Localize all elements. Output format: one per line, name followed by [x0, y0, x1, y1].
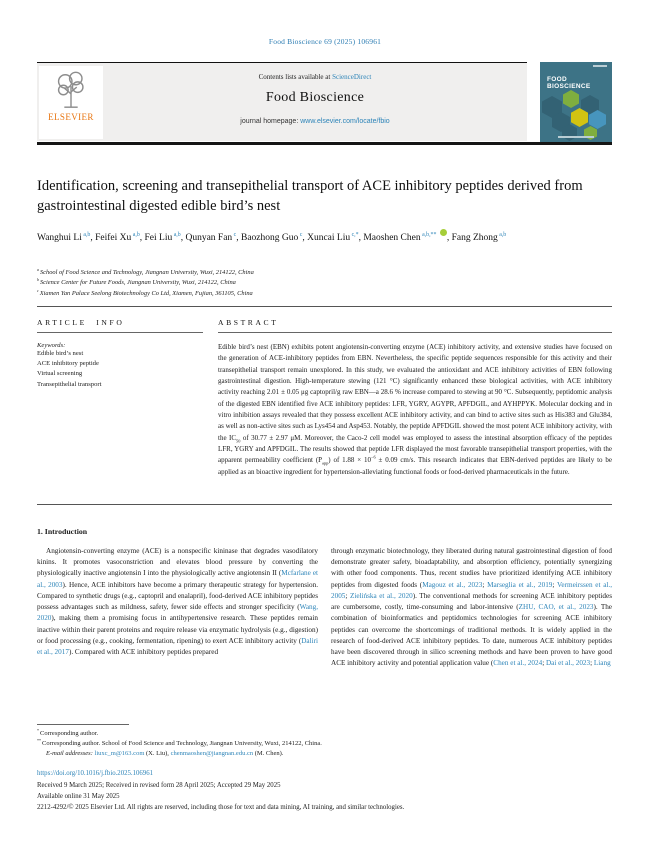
text-segment: ** — [37, 737, 43, 743]
text-segment: ± 0.09 cm/s. This research indicates that EBN-derived peptides are likely to be applied as an bioactive ingredient for hypertension-alleviating functional foods or food-derived pharmaceuticals in the future. — [218, 456, 612, 476]
text-link[interactable]: Liang — [593, 659, 611, 668]
header-rule — [37, 332, 203, 333]
footnote-divider — [37, 724, 129, 725]
text-segment: 50 — [236, 438, 241, 444]
header-rule — [218, 332, 612, 333]
text-segment: , Qunyan Fan — [180, 233, 233, 244]
author-list — [37, 229, 592, 247]
text-segment: a — [37, 266, 40, 272]
intro-paragraph — [331, 546, 612, 670]
elsevier-tree-icon — [39, 69, 103, 111]
received-dates: Received 9 March 2025; Received in revised form 28 April 2025; Accepted 29 May 2025 — [37, 782, 281, 789]
text-link[interactable]: ScienceDirect — [332, 73, 372, 81]
text-segment: c — [37, 287, 40, 293]
keyword: Edible bird’s nest — [37, 350, 84, 357]
text-segment: , Maoshen Chen — [358, 233, 421, 244]
journal-citation-header: Food Bioscience 69 (2025) 106961 — [268, 37, 382, 46]
text-segment: Corresponding author. School of Food Science and Technology, Jiangnan University, Wuxi, 214122, China. — [42, 740, 322, 748]
keyword: Virtual screening — [37, 370, 83, 378]
cover-decoration — [593, 65, 607, 67]
text-link[interactable]: Mcfarlane et al., 2003 — [37, 569, 319, 589]
text-link[interactable]: a,b — [497, 232, 507, 238]
text-link[interactable]: c — [232, 232, 237, 238]
text-link[interactable]: c,* — [350, 232, 359, 238]
text-link[interactable]: a,b — [172, 232, 181, 238]
text-segment: , Baozhong Guo — [236, 233, 299, 244]
corresponding-author-note — [37, 729, 612, 739]
text-link[interactable]: chenmaoshen@jiangnan.edu.cn — [170, 750, 254, 758]
affiliation-b — [37, 278, 597, 288]
elsevier-logo[interactable] — [39, 66, 103, 139]
text-segment: , Feifei Xu — [90, 233, 132, 244]
abstract-header: ABSTRACT — [218, 318, 279, 327]
text-segment: Angiotensin-converting enzyme (ACE) is a nonspecific kininase that degrades vasodilatory kinins. It promotes vasoconstriction and elevates blood pressure by converting the physiologically inactive angiotensin I into the physiologically active angiotensin II ( — [37, 547, 318, 578]
text-segment: ) of 1.88 × 10 — [328, 456, 372, 465]
text-segment: ). The combination of bioinformatics and peptidomics technologies for screening ACE inhibitory peptides can overcome the shortcomings of traditional methods. It is widely applied in the research of food-derived ACE inhibitory peptides. To date, numerous ACE inhibitory peptides have been discovered through in silico screening methods and have been proven to have good ACE inhibitory activity and potential application value ( — [331, 603, 612, 668]
text-segment: Edible bird’s nest (EBN) exhibits potent angiotensin-converting enzyme (ACE) inhibitory activity, and extensive studies have focused on the generation of ACE-inhibitory peptides from EBN. Nevertheless, the specific peptide sequences responsible for this activity and their transepithelial transport remain unexplored. In this study, we evaluated the antioxidant and ACE inhibitory activities of EBN following gastrointestinal digestion. High-temperature stewing (121 °C) significantly enhanced these biological activities, with ACE inhibitory activity reaching 2.01 ± 0.05 μg captopril/g raw EBN—a 28.6 % increase compared to stewing at 90 °C. Subsequently, peptidomic analysis of the digested EBN identified five ACE inhibitory peptides: LFR, YGRY, AGYPR, APFDGIL, and AYHPPYK. Molecular docking and in vitro inhibition assays revealed that they possess excellent ACE inhibitory activity, and can bind to active sites such as His383 and Glu384, as well as non-active sites such as Lys454 and Asp453. Notably, the peptide APFDGIL showed the most potent ACE inhibitory activity, with the IC — [218, 343, 612, 442]
text-segment: ). Compared with ACE inhibitory peptides prepared — [68, 648, 219, 657]
intro-paragraph — [37, 546, 318, 658]
intro-right-column — [331, 546, 612, 670]
text-segment: through enzymatic biotechnology, they liberated during natural gastrointestinal digestion of food demonstrate greater safety, bioadaptability, and absorption efficiency, potentially synergizing with other food components. Thus, recent studies have prioritized identifying ACE inhibitory peptides from digested foods ( — [331, 547, 612, 589]
cover-decoration — [558, 136, 594, 138]
text-segment: app — [322, 460, 329, 466]
text-link[interactable]: Vermeirssen et al., 2005 — [331, 580, 612, 600]
text-segment: ; — [590, 659, 594, 668]
orcid-icon — [440, 229, 447, 236]
text-link[interactable]: a,b — [81, 232, 91, 238]
text-segment: (M. Chen). — [253, 750, 284, 758]
text-segment: ; — [482, 580, 488, 589]
text-link[interactable]: Daliri et al., 2017 — [37, 636, 318, 657]
text-segment: Xiamen Yan Palace Seelong Biotechnology Co Ltd, Xiamen, Fujian, 361105, China — [39, 289, 253, 297]
text-link[interactable]: Chen et al., 2024 — [493, 659, 543, 668]
section-divider — [37, 306, 612, 307]
text-segment: ), making them a promising focus in antihypertensive research. These peptides remain inactive within their parent proteins and require release via enzymatic hydrolysis (e.g., digestion) or food processing (e.g., cooking, fermentation, ripening) to exert ACE inhibitory activity ( — [37, 614, 318, 645]
masthead-divider — [37, 142, 612, 145]
text-link[interactable]: www.elsevier.com/locate/fbio — [300, 118, 390, 125]
footnotes — [37, 729, 612, 759]
text-segment: Corresponding author. — [40, 730, 99, 737]
journal-masthead-banner — [37, 62, 527, 141]
corresponding-author-note-2 — [37, 739, 612, 749]
elsevier-wordmark: ELSEVIER — [48, 112, 94, 122]
text-link[interactable]: a,b — [131, 232, 140, 238]
text-segment: , Xuncai Liu — [302, 233, 351, 244]
text-segment: ; — [552, 580, 558, 589]
text-segment: School of Food Science and Technology, Jiangnan University, Wuxi, 214122, China — [39, 269, 254, 276]
text-segment: Science Center for Future Foods, Jiangnan University, Wuxi, 214122, China — [39, 279, 236, 287]
intro-left-column — [37, 546, 318, 658]
text-segment: (X. Liu), — [144, 750, 171, 758]
cover-hexagon — [563, 90, 579, 108]
contents-list-line — [103, 73, 527, 81]
affiliation-a — [37, 268, 597, 278]
keywords-label: Keywords: — [37, 342, 66, 349]
keyword: Transepithelial transport — [37, 380, 102, 388]
email-addresses — [46, 749, 612, 759]
journal-cover-thumbnail — [540, 62, 612, 142]
affiliation-c — [37, 289, 597, 299]
text-link[interactable]: ZHU, CAO, et al., 2023 — [518, 603, 594, 612]
abstract-text — [218, 342, 612, 478]
journal-title: Food Bioscience — [265, 90, 365, 105]
text-segment: journal homepage: — [240, 118, 301, 125]
doi-link[interactable]: https://doi.org/10.1016/j.fbio.2025.106961 — [37, 770, 153, 777]
masthead-center — [103, 63, 527, 141]
text-link[interactable]: Dai et al., 2023 — [545, 659, 591, 668]
text-segment: * — [37, 727, 41, 733]
text-segment: b — [37, 277, 40, 283]
text-link[interactable]: c — [298, 232, 303, 238]
text-segment: Contents lists available at — [258, 73, 333, 81]
text-link[interactable]: liuxc_m@163.com — [94, 750, 145, 758]
text-segment: ). Hence, ACE inhibitors have become a primary therapeutic strategy for hypertension. Compared to synthetic drugs (e.g., captopril and enalapril), food-derived ACE inhibitory peptides possess advantages such as mildness, safety, fewer side effects and stronger specificity ( — [37, 580, 318, 612]
text-segment: ). The conventional methods for screening ACE inhibitory peptides are cumbersome, costly, time-consuming and labor-intensive ( — [331, 591, 613, 612]
text-segment: E-mail addresses: — [46, 750, 95, 758]
article-info-header: ARTICLE INFO — [37, 318, 125, 327]
copyright-line: 2212-4292/© 2025 Elsevier Ltd. All rights are reserved, including those for text and data mining, AI training, and similar technologies. — [37, 804, 405, 811]
text-link[interactable]: Magouz et al., 2023 — [422, 580, 483, 589]
available-online-date: Available online 31 May 2025 — [37, 793, 120, 800]
article-info-column — [37, 318, 203, 390]
text-link[interactable]: Marseglia et al., 2019 — [487, 580, 553, 589]
affiliations — [37, 268, 597, 299]
journal-homepage-line — [103, 118, 527, 125]
abstract-column — [218, 318, 612, 478]
cover-journal-title: FOOD BIOSCIENCE — [547, 76, 591, 91]
text-link[interactable]: a,b,** — [420, 232, 437, 238]
text-segment: −6 — [371, 454, 376, 460]
text-segment: of 30.77 ± 2.97 μM. Moreover, the Caco-2 cell model was employed to assess the intestinal absorption efficacy of the peptides LFR, YGRY and APFDGIL. The results showed that peptide LFR displayed the most favorable transepithelial transport properties, with the apparent permeability coefficient (P — [218, 433, 612, 465]
article-title: Identification, screening and transepithelial transport of ACE inhibitory peptides derived from gastrointestinal digested edible bird’s nest — [37, 178, 583, 215]
introduction-heading: 1. Introduction — [37, 527, 88, 536]
text-segment: , Fang Zhong — [446, 233, 498, 244]
text-segment: Wanghui Li — [37, 233, 82, 244]
text-link[interactable]: Wang, 2020 — [37, 603, 318, 623]
keyword: ACE inhibitory peptide — [37, 360, 99, 368]
text-segment: ; — [345, 591, 350, 600]
text-segment — [436, 233, 438, 243]
text-segment: , Fei Liu — [139, 233, 173, 244]
text-segment: ; — [542, 659, 546, 668]
abstract-bottom-divider — [37, 504, 612, 505]
text-link[interactable]: Zielińska et al., 2020 — [349, 591, 413, 600]
